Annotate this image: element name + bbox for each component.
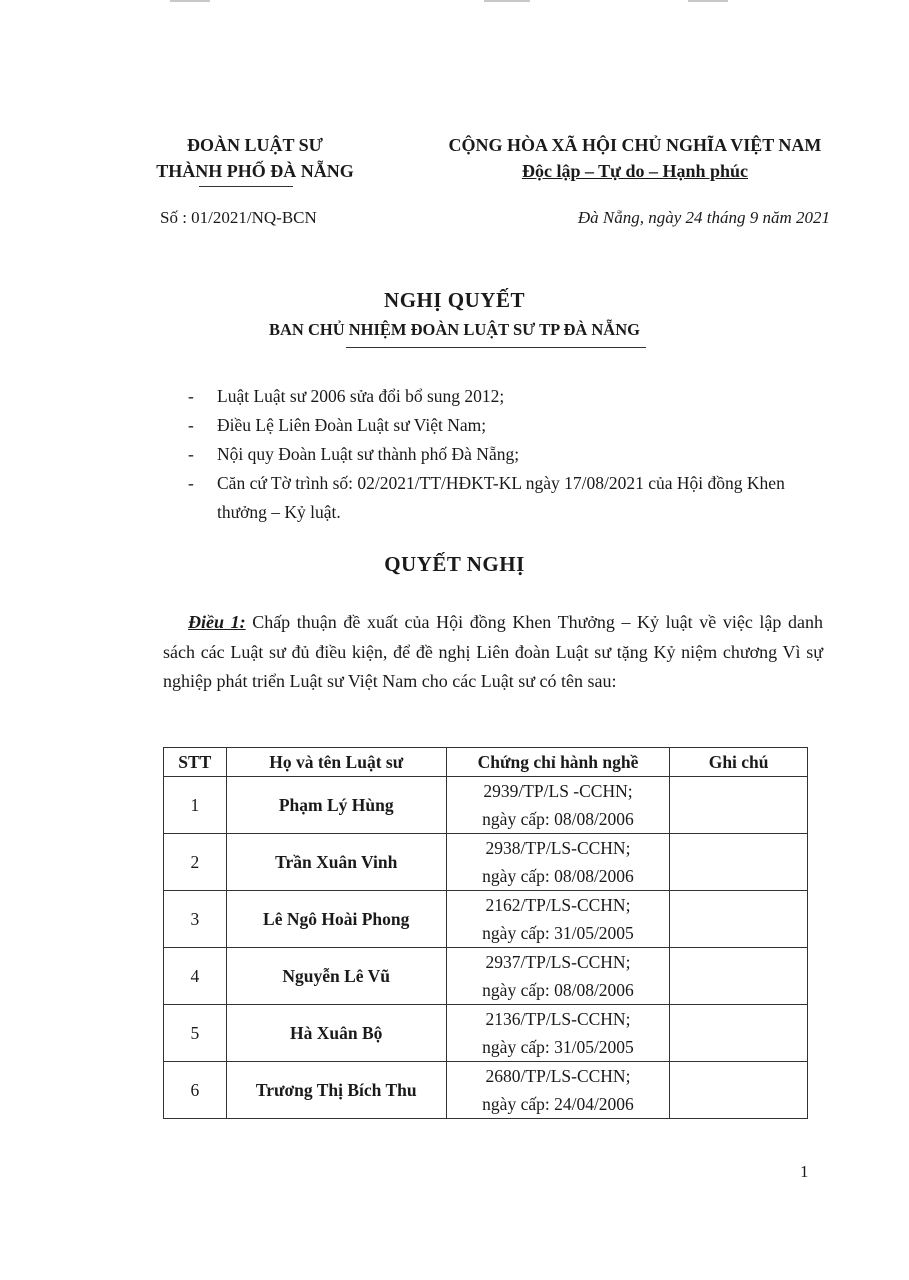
table-row <box>164 1005 808 1062</box>
national-heading <box>418 132 852 184</box>
page-number: 1 <box>800 1162 809 1181</box>
table-row <box>164 777 808 834</box>
cell-name: Trần Xuân Vinh <box>226 834 446 891</box>
cert-number: 2680/TP/LS-CCHN; <box>485 1066 631 1086</box>
org-underline <box>199 186 293 187</box>
cell-stt: 2 <box>164 834 227 891</box>
org-line-2: THÀNH PHỐ ĐÀ NẴNG <box>156 161 354 181</box>
document-subtitle: BAN CHỦ NHIỆM ĐOÀN LUẬT SƯ TP ĐÀ NẴNG <box>269 320 640 339</box>
cert-number: 2938/TP/LS-CCHN; <box>485 838 631 858</box>
basis-text: Căn cứ Tờ trình số: 02/2021/TT/HĐKT-KL ngày 17/08/2021 của Hội đồng Khen thưởng – Kỷ luật. <box>217 473 785 522</box>
table-row <box>164 834 808 891</box>
article-1-text: Chấp thuận đề xuất của Hội đồng Khen Thưởng – Kỷ luật về việc lập danh sách các Luật sư đủ điều kiện, để đề nghị Liên đoàn Luật sư tặng Kỷ niệm chương Vì sự nghiệp phát triển Luật sư Việt Nam cho các Luật sư có tên sau: <box>163 612 823 691</box>
cert-issued: ngày cấp: 08/08/2006 <box>482 866 634 886</box>
table-row <box>164 948 808 1005</box>
place-and-date: Đà Nẵng, ngày 24 tháng 9 năm 2021 <box>577 208 830 227</box>
document-title: NGHỊ QUYẾT <box>384 288 525 312</box>
table-row <box>164 1062 808 1119</box>
cert-issued: ngày cấp: 08/08/2006 <box>482 980 634 1000</box>
cell-note <box>670 777 808 834</box>
scan-mark <box>484 0 530 2</box>
list-item: - Nội quy Đoàn Luật sư thành phố Đà Nẵng; <box>188 444 520 464</box>
cell-note <box>670 1062 808 1119</box>
cell-certificate <box>446 1005 669 1062</box>
table-row <box>164 891 808 948</box>
cell-name: Phạm Lý Hùng <box>226 777 446 834</box>
cell-note <box>670 948 808 1005</box>
cell-certificate <box>446 1062 669 1119</box>
cell-note <box>670 1005 808 1062</box>
cell-name: Lê Ngô Hoài Phong <box>226 891 446 948</box>
cell-stt: 6 <box>164 1062 227 1119</box>
cell-stt: 4 <box>164 948 227 1005</box>
country-name: CỘNG HÒA XÃ HỘI CHỦ NGHĨA VIỆT NAM <box>448 135 822 155</box>
cert-number: 2937/TP/LS-CCHN; <box>485 952 631 972</box>
list-item: - Căn cứ Tờ trình số: 02/2021/TT/HĐKT-KL ngày 17/08/2021 của Hội đồng Khen thưởng – Kỷ luật. <box>188 473 785 522</box>
cell-note <box>670 891 808 948</box>
cell-certificate <box>446 834 669 891</box>
cert-issued: ngày cấp: 31/05/2005 <box>482 923 634 943</box>
org-line-1: ĐOÀN LUẬT SƯ <box>186 135 324 155</box>
header-note: Ghi chú <box>670 748 808 777</box>
scan-mark <box>688 0 728 2</box>
cell-name: Hà Xuân Bộ <box>226 1005 446 1062</box>
cell-name: Trương Thị Bích Thu <box>226 1062 446 1119</box>
basis-text: Nội quy Đoàn Luật sư thành phố Đà Nẵng; <box>217 444 520 464</box>
basis-text: Luật Luật sư 2006 sửa đổi bổ sung 2012; <box>217 386 505 406</box>
header-certificate: Chứng chỉ hành nghề <box>446 748 669 777</box>
scan-mark <box>170 0 210 2</box>
issuing-organization <box>130 132 380 184</box>
resolution-heading: QUYẾT NGHỊ <box>384 552 525 576</box>
cell-certificate <box>446 948 669 1005</box>
cert-issued: ngày cấp: 24/04/2006 <box>482 1094 634 1114</box>
table-header-row <box>164 748 808 777</box>
cert-issued: ngày cấp: 08/08/2006 <box>482 809 634 829</box>
cell-certificate <box>446 891 669 948</box>
document-number: Số : 01/2021/NQ-BCN <box>160 208 317 227</box>
legal-basis-list <box>188 382 828 527</box>
cert-number: 2162/TP/LS-CCHN; <box>485 895 631 915</box>
subtitle-underline <box>346 347 646 348</box>
article-1-paragraph <box>163 608 823 697</box>
cell-note <box>670 834 808 891</box>
header-stt: STT <box>164 748 227 777</box>
cell-name: Nguyễn Lê Vũ <box>226 948 446 1005</box>
header-name: Họ và tên Luật sư <box>226 748 446 777</box>
cert-number: 2939/TP/LS -CCHN; <box>483 781 633 801</box>
cert-issued: ngày cấp: 31/05/2005 <box>482 1037 634 1057</box>
list-item: - Điều Lệ Liên Đoàn Luật sư Việt Nam; <box>188 415 487 435</box>
lawyer-table <box>163 747 808 1119</box>
cert-number: 2136/TP/LS-CCHN; <box>485 1009 631 1029</box>
article-1-label: Điều 1: <box>188 612 246 632</box>
cell-stt: 3 <box>164 891 227 948</box>
national-motto: Độc lập – Tự do – Hạnh phúc <box>521 161 749 181</box>
basis-text: Điều Lệ Liên Đoàn Luật sư Việt Nam; <box>217 415 487 435</box>
cell-stt: 1 <box>164 777 227 834</box>
cell-certificate <box>446 777 669 834</box>
list-item: - Luật Luật sư 2006 sửa đổi bổ sung 2012; <box>188 386 505 406</box>
cell-stt: 5 <box>164 1005 227 1062</box>
